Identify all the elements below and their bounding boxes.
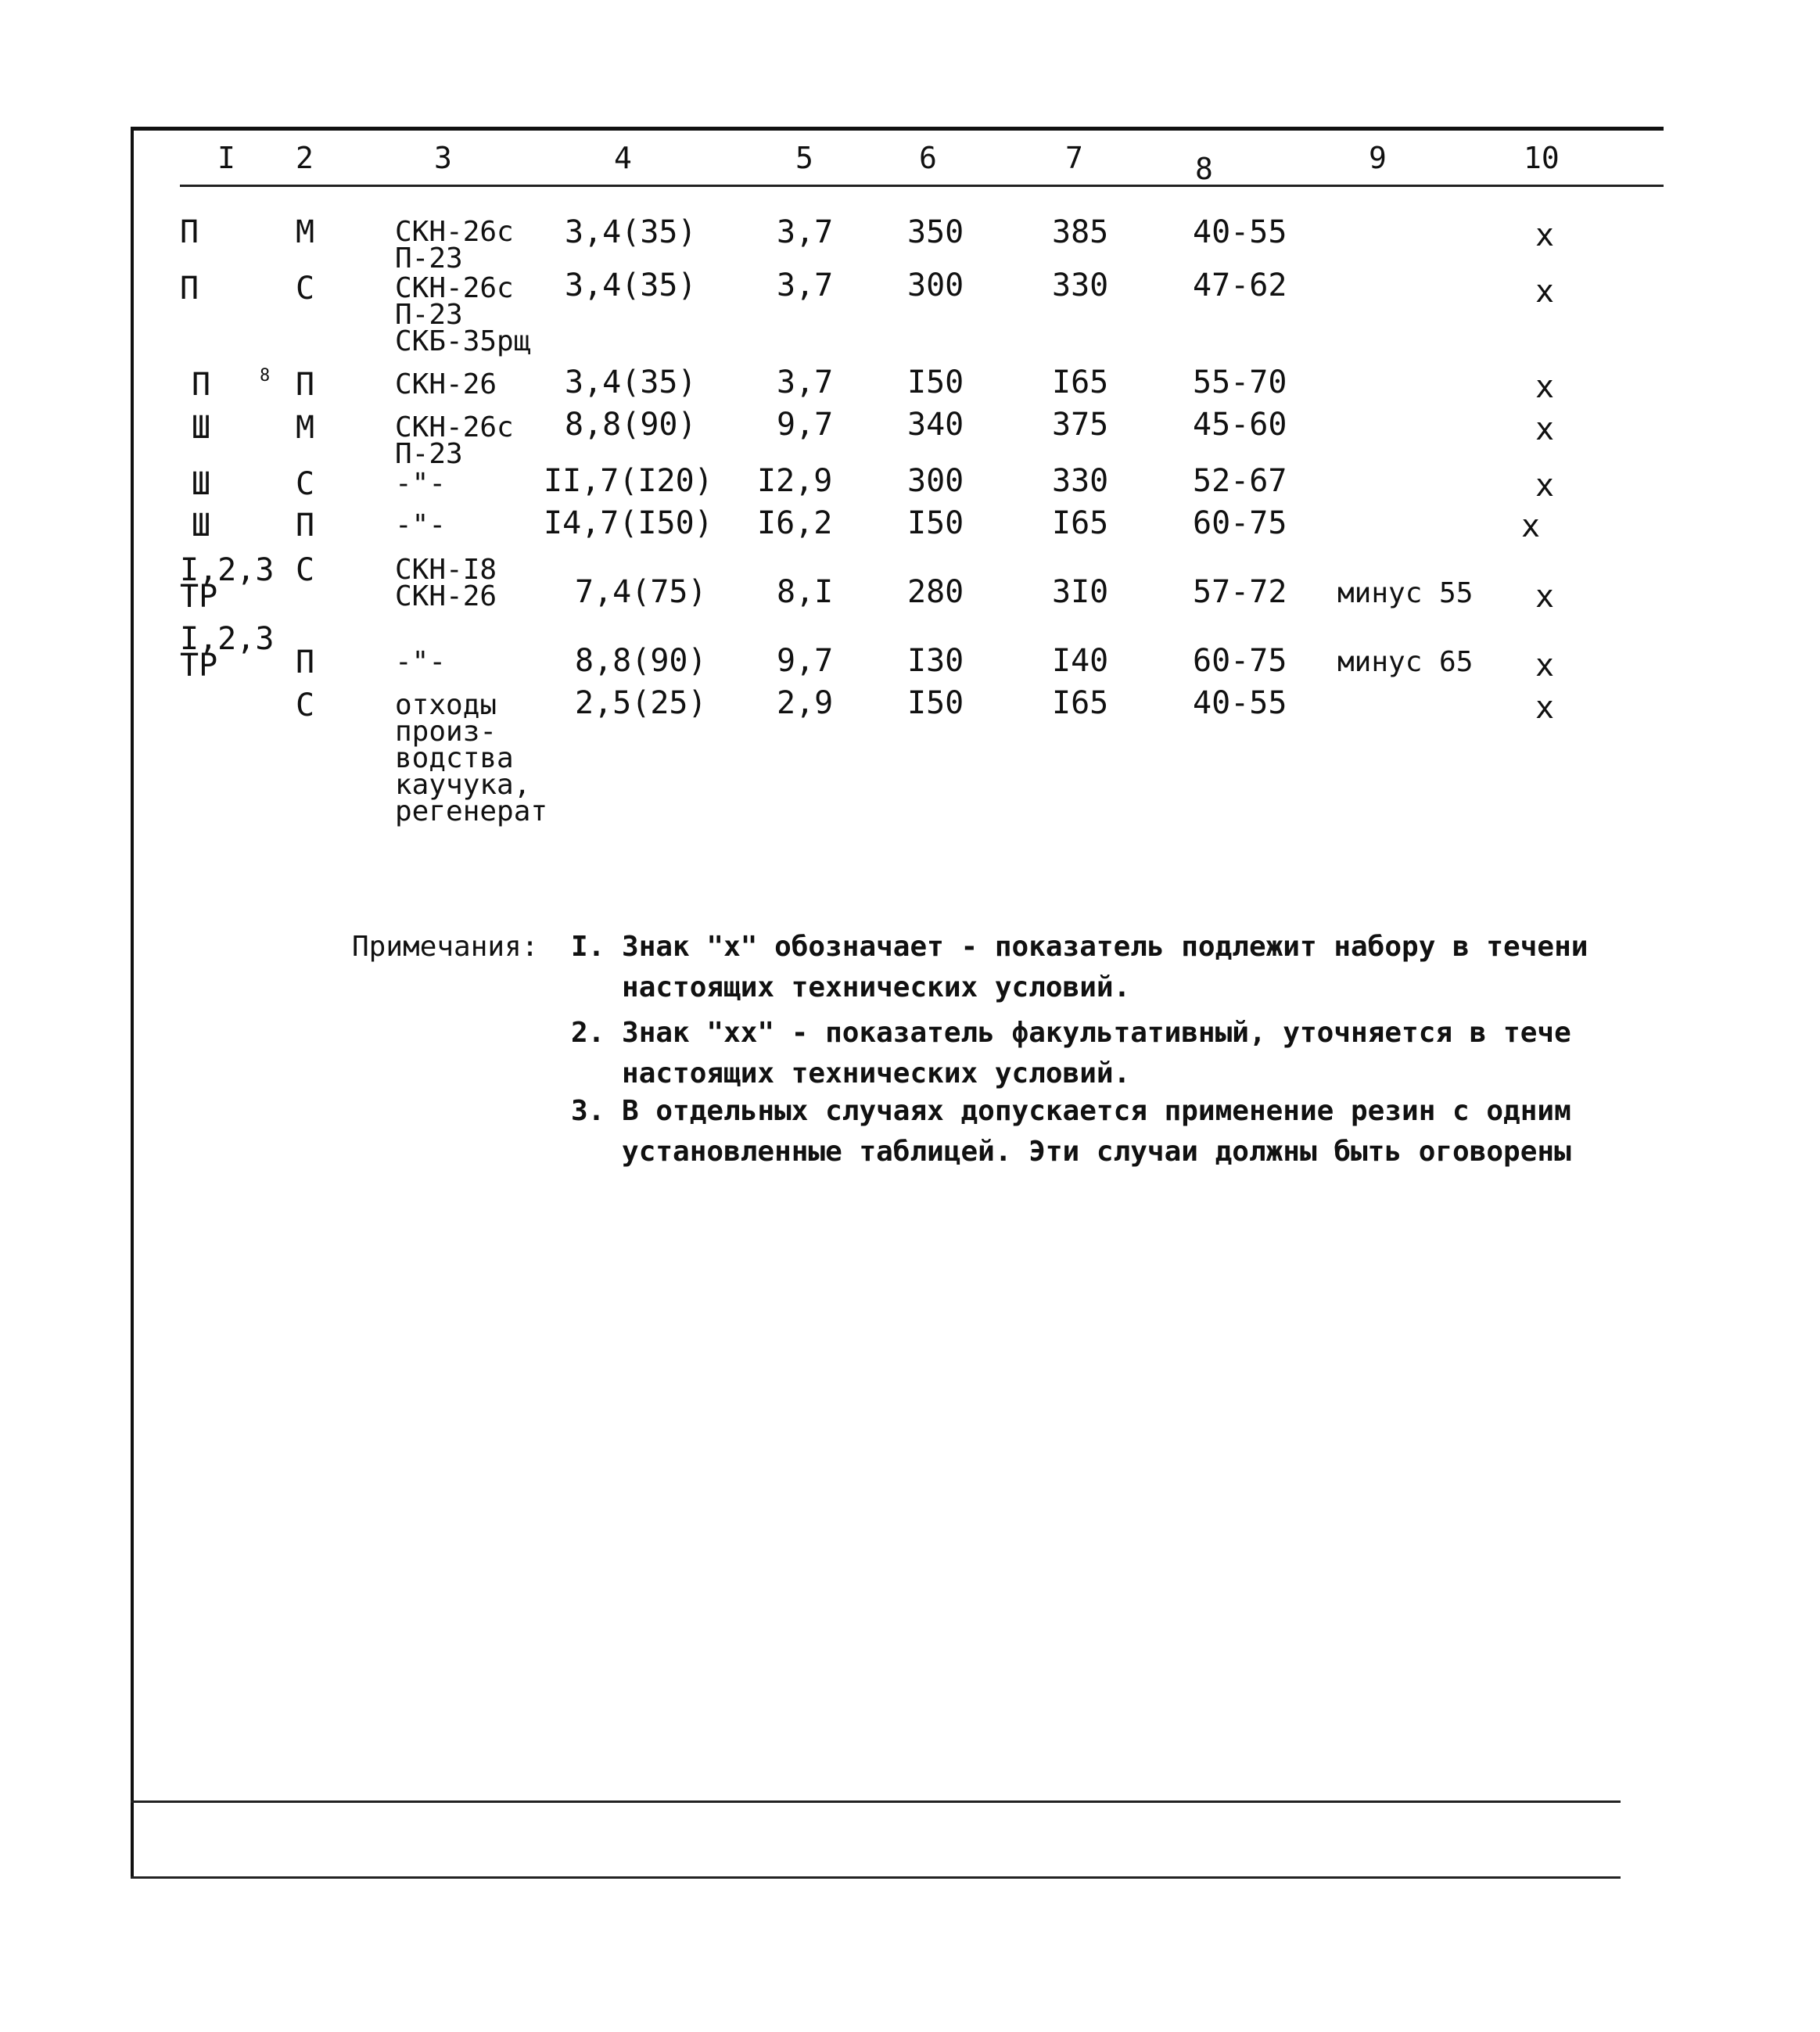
cell-col7: 330 [1052,463,1109,499]
cell-type: Ш [192,508,211,544]
cell-col10: х [1535,217,1555,253]
cell-col4: I4,7(I50) [544,505,713,541]
cell-col7: I40 [1052,643,1109,679]
header-rule [180,185,1664,187]
cell-material: СКН-I8 СКН-26 [395,554,497,612]
cell-col6: 350 [907,214,964,250]
cell-col5: 3,7 [777,267,834,303]
cell-col6: 300 [907,463,964,499]
header-col-5: 5 [795,141,813,175]
cell-col5: 9,7 [777,407,834,443]
cell-group: П [296,508,315,544]
cell-col5: 8,I [777,574,834,610]
cell-type: П [180,214,199,250]
cell-col10: х [1535,690,1555,726]
footer-rule-lower [131,1876,1621,1879]
header-col-8: 8 [1195,152,1213,186]
header-col-7: 7 [1065,141,1083,175]
cell-col7: I65 [1052,364,1109,400]
cell-col5: 9,7 [777,643,834,679]
cell-col9: минус 55 [1337,577,1474,609]
cell-col4: 7,4(75) [575,574,707,610]
notes-label: Примечания: [352,931,539,963]
cell-group: С [296,688,315,723]
cell-col8: 57-72 [1193,574,1287,610]
header-col-2: 2 [296,141,314,175]
cell-col7: 385 [1052,214,1109,250]
cell-col9: минус 65 [1337,646,1474,678]
cell-col5: 3,7 [777,364,834,400]
cell-col6: 300 [907,267,964,303]
header-col-1: I [217,141,235,175]
cell-col10: х [1521,508,1541,544]
header-col-4: 4 [614,141,632,175]
cell-type: П [180,271,199,307]
cell-col4: 3,4(35) [565,364,697,400]
note-item-3: 3. В отдельных случаях допускается применение резин с одним установленные таблицей. Эти случаи должны быть оговорены [571,1095,1571,1168]
cell-col10: х [1535,369,1555,405]
header-col-9: 9 [1369,141,1387,175]
cell-col10: х [1535,411,1555,447]
cell-col10: х [1535,468,1555,504]
cell-type: Ш [192,466,211,502]
cell-col8: 60-75 [1193,643,1287,679]
cell-material: -"- [395,646,447,678]
cell-material: СКН-26с П-23 СКБ-35рщ [395,272,531,357]
cell-type: Ш [192,410,211,446]
cell-col8: 47-62 [1193,267,1287,303]
cell-group: С [296,271,315,307]
cell-col6: I30 [907,643,964,679]
cell-col10: х [1535,648,1555,684]
cell-col5: 3,7 [777,214,834,250]
cell-material: отходы произ- водства каучука, регенерат [395,689,548,828]
header-col-6: 6 [919,141,937,175]
frame-top-line [131,127,1664,131]
cell-col8: 55-70 [1193,364,1287,400]
cell-group: С [296,466,315,502]
cell-col5: 2,9 [777,685,834,721]
cell-material: -"- [395,468,447,500]
cell-col4: 8,8(90) [565,407,697,443]
cell-material: СКН-26с П-23 [395,411,514,470]
cell-type: I,2,3 ТР [180,621,275,684]
cell-col7: 375 [1052,407,1109,443]
cell-col8: 40-55 [1193,685,1287,721]
cell-col6: I50 [907,364,964,400]
frame-left-line [131,127,134,1879]
cell-col4: 3,4(35) [565,214,697,250]
footnote-mark: 8 [260,366,271,386]
cell-material: -"- [395,509,447,541]
cell-col4: II,7(I20) [544,463,713,499]
cell-col6: 340 [907,407,964,443]
note-item-1: I. Знак "х" обозначает - показатель подлежит набору в течени настоящих технических условий. [571,931,1588,1003]
cell-col10: х [1535,579,1555,615]
cell-type: I,2,3 ТР [180,552,275,615]
cell-col6: 280 [907,574,964,610]
cell-col6: I50 [907,505,964,541]
cell-type: П [192,367,211,403]
cell-col5: I6,2 [757,505,833,541]
cell-group: П [296,644,315,680]
cell-material: СКН-26с П-23 [395,216,514,275]
cell-group: П [296,367,315,403]
cell-col4: 3,4(35) [565,267,697,303]
cell-col4: 2,5(25) [575,685,707,721]
cell-col7: 3I0 [1052,574,1109,610]
cell-col7: 330 [1052,267,1109,303]
note-item-2: 2. Знак "хх" - показатель факультативный, уточняется в тече настоящих технических условий. [571,1017,1571,1090]
cell-col8: 45-60 [1193,407,1287,443]
cell-col4: 8,8(90) [575,643,707,679]
cell-col8: 60-75 [1193,505,1287,541]
cell-col8: 40-55 [1193,214,1287,250]
cell-material: СКН-26 [395,368,497,400]
header-col-3: 3 [434,141,452,175]
cell-col5: I2,9 [757,463,833,499]
cell-group: М [296,410,315,446]
cell-group: М [296,214,315,250]
cell-col7: I65 [1052,505,1109,541]
header-col-10: 10 [1524,141,1560,175]
footer-rule-upper [131,1800,1621,1803]
cell-col6: I50 [907,685,964,721]
cell-col8: 52-67 [1193,463,1287,499]
cell-col7: I65 [1052,685,1109,721]
cell-group: С [296,552,315,588]
cell-col10: х [1535,274,1555,310]
